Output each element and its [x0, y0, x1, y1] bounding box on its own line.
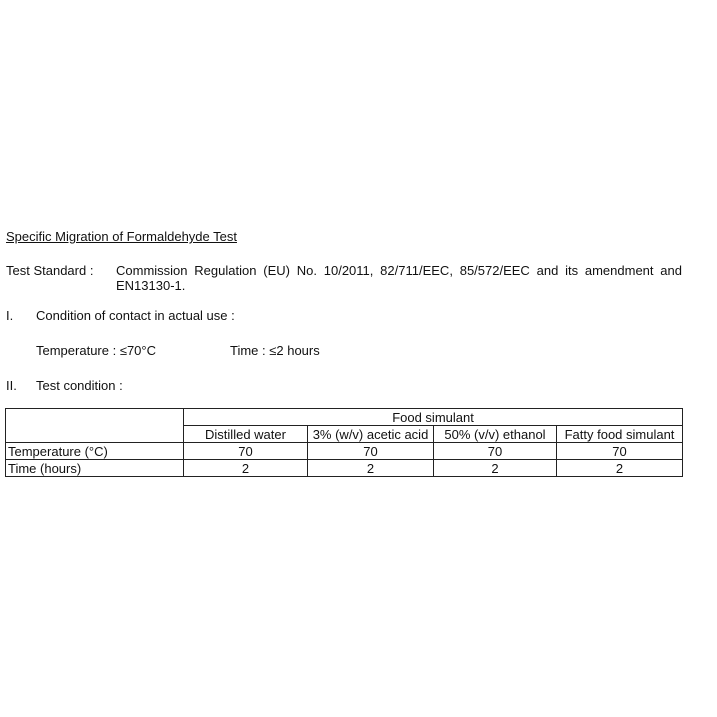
table-cell: 2 — [434, 460, 557, 477]
test-standard-label: Test Standard : — [6, 263, 94, 278]
section-1-number: I. — [6, 308, 14, 323]
table-cell: 2 — [308, 460, 434, 477]
table-cell: 70 — [557, 443, 683, 460]
table-cell: 2 — [557, 460, 683, 477]
food-simulant-header: Food simulant — [184, 409, 683, 426]
table-cell: 70 — [184, 443, 308, 460]
section-1-title: Condition of contact in actual use : — [36, 308, 235, 323]
table-row — [6, 443, 683, 460]
table-cell: 2 — [184, 460, 308, 477]
page-title: Specific Migration of Formaldehyde Test — [6, 229, 237, 244]
table-header-group-row — [6, 409, 683, 426]
test-condition-table — [5, 408, 683, 477]
row-label: Time (hours) — [6, 460, 184, 477]
column-header: Fatty food simulant — [557, 426, 683, 443]
contact-temperature: Temperature : ≤70°C — [36, 343, 156, 358]
table-cell: 70 — [308, 443, 434, 460]
table-cell: 70 — [434, 443, 557, 460]
contact-time: Time : ≤2 hours — [230, 343, 320, 358]
section-2-number: II. — [6, 378, 17, 393]
table-row — [6, 460, 683, 477]
column-header: 3% (w/v) acetic acid — [308, 426, 434, 443]
row-label: Temperature (°C) — [6, 443, 184, 460]
column-header: 50% (v/v) ethanol — [434, 426, 557, 443]
table-corner-cell — [6, 409, 184, 443]
test-standard-text: Commission Regulation (EU) No. 10/2011, 82/711/EEC, 85/572/EEC and its amendment and EN13130-1. — [116, 263, 682, 293]
section-2-title: Test condition : — [36, 378, 123, 393]
column-header: Distilled water — [184, 426, 308, 443]
